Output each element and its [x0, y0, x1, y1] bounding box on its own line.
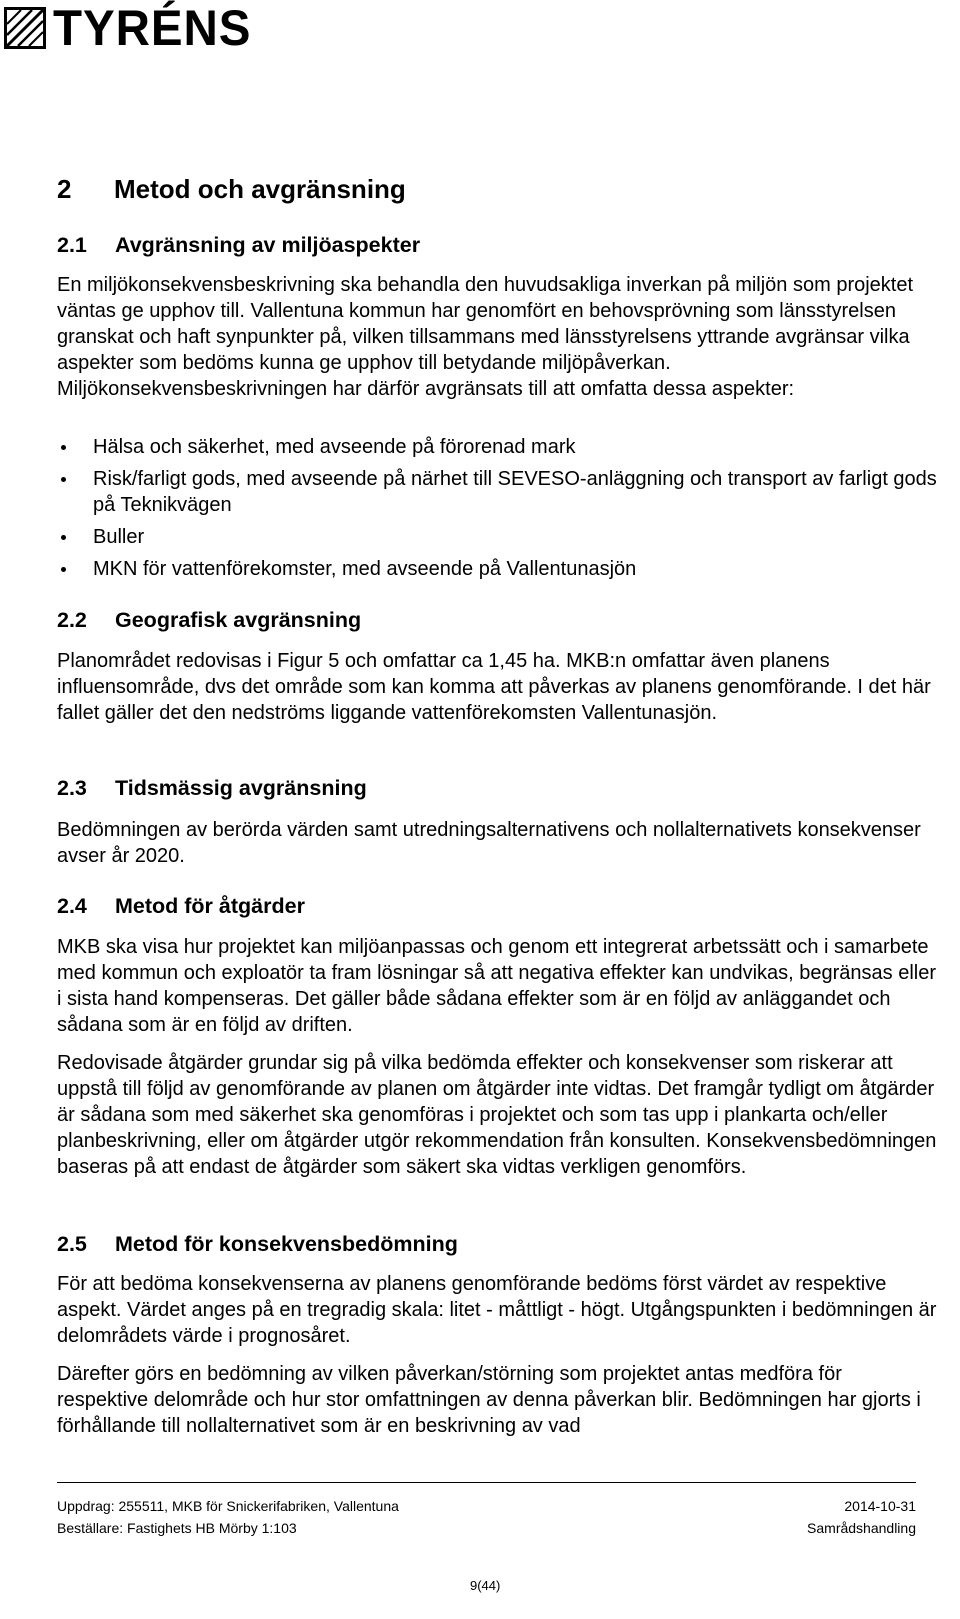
section-title: Metod och avgränsning	[114, 174, 406, 204]
bullet-icon	[61, 567, 66, 572]
footer-client: Beställare: Fastighets HB Mörby 1:103	[57, 1520, 297, 1536]
subsection-title: Geografisk avgränsning	[115, 608, 362, 632]
footer-status: Samrådshandling	[807, 1520, 916, 1536]
paragraph-2-2: Planområdet redovisas i Figur 5 och omfattar ca 1,45 ha. MKB:n omfattar även planens influensområde, dvs det område som kan komma att påverkas av planens genomförande. I det här fallet gäller det den nedströms liggande vattenförekomsten Vallentunasjön.	[57, 650, 931, 724]
bullet-text: Risk/farligt gods, med avseende på närhet till SEVESO-anläggning och transport av farligt gods på Teknikvägen	[93, 468, 937, 516]
logo-text: TYRÉNS	[53, 0, 252, 56]
bullet-text: MKN för vattenförekomster, med avseende på Vallentunasjön	[93, 558, 637, 580]
paragraph-2-1: En miljökonsekvensbeskrivning ska behandla den huvudsakliga inverkan på miljön som projektet väntas ge upphov till. Vallentuna kommun har genomfört en behovsprövning som länsstyrelsen granskat och haft synpunkter på, vilken tillsammans med länsstyrelsens yttrande avgränsar vilka aspekter som bedöms kunna ge upphov till betydande miljöpåverkan. Miljökonsekvensbeskrivningen har därför avgränsats till att omfatta dessa aspekter:	[57, 274, 914, 400]
subsection-number: 2.3	[57, 776, 87, 800]
bullet-icon	[61, 445, 66, 450]
subsection-number: 2.1	[57, 233, 87, 257]
footer-assignment: Uppdrag: 255511, MKB för Snickerifabriken, Vallentuna	[57, 1498, 399, 1514]
subsection-title: Metod för konsekvensbedömning	[115, 1232, 458, 1256]
bullet-icon	[61, 535, 66, 540]
footer-divider	[57, 1482, 916, 1483]
paragraph-2-4-b: Redovisade åtgärder grundar sig på vilka bedömda effekter och konsekvenser som riskerar att uppstå till följd av genomförande av planen om åtgärder inte vidtas. Det framgår tydligt om åtgärder är sådana som med säkerhet ska genomföras i projektet och som tas upp i plankarta och/eller planbeskrivning, eller om åtgärder utgör rekommendation från konsulten. Konsekvensbedömningen baseras på att endast de åtgärder som säkert ska vidtas verkligen genomförs.	[57, 1052, 937, 1178]
bullet-icon	[61, 477, 66, 482]
subsection-heading-2-5	[57, 1232, 458, 1257]
section-number: 2	[57, 174, 72, 204]
bullet-text: Hälsa och säkerhet, med avseende på förorenad mark	[93, 436, 576, 458]
paragraph-2-4-a: MKB ska visa hur projektet kan miljöanpassas och genom ett integrerat arbetssätt och i samarbete med kommun och exploatör ta fram lösningar så att negativa effekter kan undvikas, begränsas eller i sista hand kompenseras. Det gäller både sådana effekter som är en följd av anläggandet och sådana som är en följd av driften.	[57, 936, 936, 1036]
list-item	[57, 466, 937, 518]
subsection-heading-2-3	[57, 776, 367, 801]
subsection-number: 2.4	[57, 894, 87, 918]
paragraph-2-5-b: Därefter görs en bedömning av vilken påverkan/störning som projektet antas medföra för respektive delområde och hur stor omfattningen av denna påverkan blir. Bedömningen har gjorts i förhållande till nollalternativet som är en beskrivning av vad	[57, 1363, 921, 1437]
paragraph-2-3: Bedömningen av berörda värden samt utredningsalternativens och nollalternativets konsekvenser avser år 2020.	[57, 819, 921, 867]
paragraph-2-5-a: För att bedöma konsekvenserna av planens genomförande bedöms först värdet av respektive aspekt. Värdet anges på en tregradig skala: litet - måttligt - högt. Utgångspunkten i bedömningen är delområdets värde i prognosåret.	[57, 1273, 937, 1347]
page-number: 9(44)	[470, 1578, 501, 1593]
tyrens-logo	[4, 0, 262, 56]
tyrens-logo-mark-icon	[4, 7, 46, 49]
subsection-heading-2-1	[57, 233, 420, 258]
list-item	[57, 556, 937, 582]
subsection-title: Avgränsning av miljöaspekter	[115, 233, 421, 257]
subsection-title: Metod för åtgärder	[115, 894, 305, 918]
bullet-list	[57, 434, 937, 582]
subsection-number: 2.2	[57, 608, 87, 632]
bullet-text: Buller	[93, 526, 145, 548]
list-item	[57, 524, 937, 550]
subsection-title: Tidsmässig avgränsning	[115, 776, 367, 800]
subsection-heading-2-4	[57, 894, 305, 919]
subsection-heading-2-2	[57, 608, 361, 633]
subsection-number: 2.5	[57, 1232, 87, 1256]
section-heading	[57, 174, 406, 205]
list-item	[57, 434, 937, 460]
footer-date: 2014-10-31	[844, 1498, 916, 1514]
